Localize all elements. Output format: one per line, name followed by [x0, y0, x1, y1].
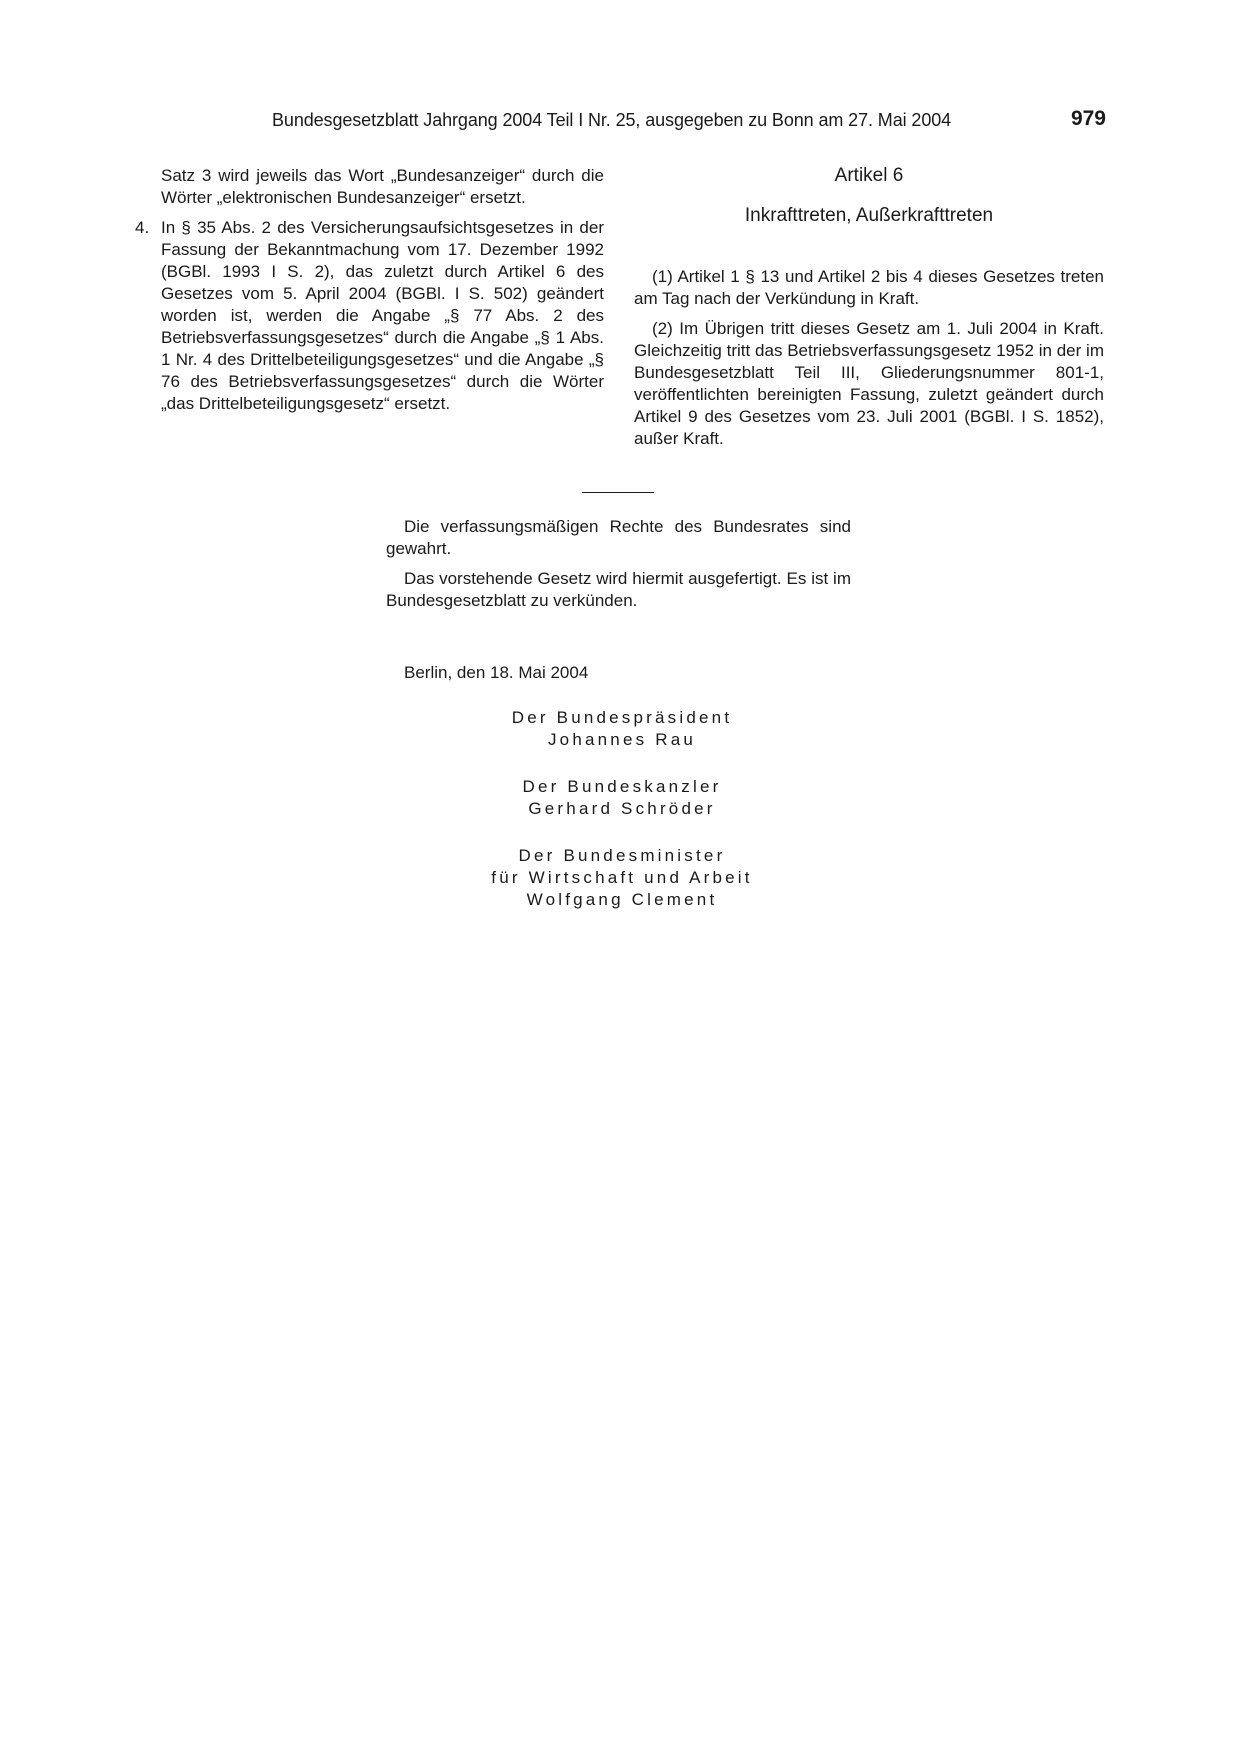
article-paragraph-1: (1) Artikel 1 § 13 und Artikel 2 bis 4 dieses Gesetzes treten am Tag nach der Verkündung in Kraft. [634, 267, 1104, 308]
signature-chancellor [372, 776, 872, 820]
closing-formula [386, 516, 851, 620]
signatory-name: Gerhard Schröder [528, 799, 716, 818]
section-divider [582, 492, 654, 493]
article-subtitle: Inkrafttreten, Außerkrafttreten [744, 205, 994, 226]
list-item-text: In § 35 Abs. 2 des Versicherungsaufsichtsgesetzes in der Fassung der Bekanntmachung vom 17. Dezember 1992 (BGBl. 1993 I S. 2), das zuletzt durch Artikel 6 des Gesetzes vom 5. April 2004 (BGBl. I S. 502) geändert worden ist, werden die Angabe „§ 77 Abs. 2 des Betriebsverfassungsgesetzes“ durch die Angabe „§ 1 Abs. 1 Nr. 4 des Drittelbeteiligungsgesetzes“ und die Angabe „§ 76 des Betriebsverfassungsgesetzes“ durch die Wörter „das Drittelbeteiligungsgesetz“ ersetzt. [161, 218, 604, 413]
page-header [272, 107, 1106, 138]
place-date: Berlin, den 18. Mai 2004 [404, 663, 589, 682]
list-item-4 [131, 217, 604, 415]
list-item-number: 4. [135, 218, 150, 237]
article-paragraph-2: (2) Im Übrigen tritt dieses Gesetz am 1. Juli 2004 in Kraft. Gleichzeitig tritt das Betriebsverfassungsgesetz 1952 in der im Bundesgesetzblatt Teil III, Gliederungsnummer 801-1, veröffentlichten bereinigten Fassung, zuletzt geändert durch Artikel 9 des Gesetzes vom 23. Juli 2001 (BGBl. I S. 1852), außer Kraft. [634, 319, 1104, 448]
page-number: 979 [1070, 107, 1106, 130]
signatory-title-ministry: für Wirtschaft und Arbeit [491, 868, 753, 887]
continuation-paragraph: Satz 3 wird jeweils das Wort „Bundesanzeiger“ durch die Wörter „elektronischen Bundesanzeiger“ ersetzt. [161, 166, 604, 207]
right-column [634, 165, 1104, 458]
rights-statement: Die verfassungsmäßigen Rechte des Bundesrates sind gewahrt. [386, 517, 851, 558]
signatory-title: Der Bundeskanzler [522, 777, 722, 796]
signature-president [372, 707, 872, 751]
signatory-name: Wolfgang Clement [526, 890, 718, 909]
signature-minister [372, 845, 872, 911]
signatory-name: Johannes Rau [547, 730, 697, 749]
signatures [372, 707, 872, 936]
running-title: Bundesgesetzblatt Jahrgang 2004 Teil I Nr. 25, ausgegeben zu Bonn am 27. Mai 2004 [272, 110, 952, 130]
execution-statement: Das vorstehende Gesetz wird hiermit ausgefertigt. Es ist im Bundesgesetzblatt zu verkünden. [386, 569, 851, 610]
signatory-title: Der Bundespräsident [511, 708, 733, 727]
left-column [131, 165, 604, 415]
article-title: Artikel 6 [834, 165, 904, 186]
signatory-title: Der Bundesminister [518, 846, 726, 865]
